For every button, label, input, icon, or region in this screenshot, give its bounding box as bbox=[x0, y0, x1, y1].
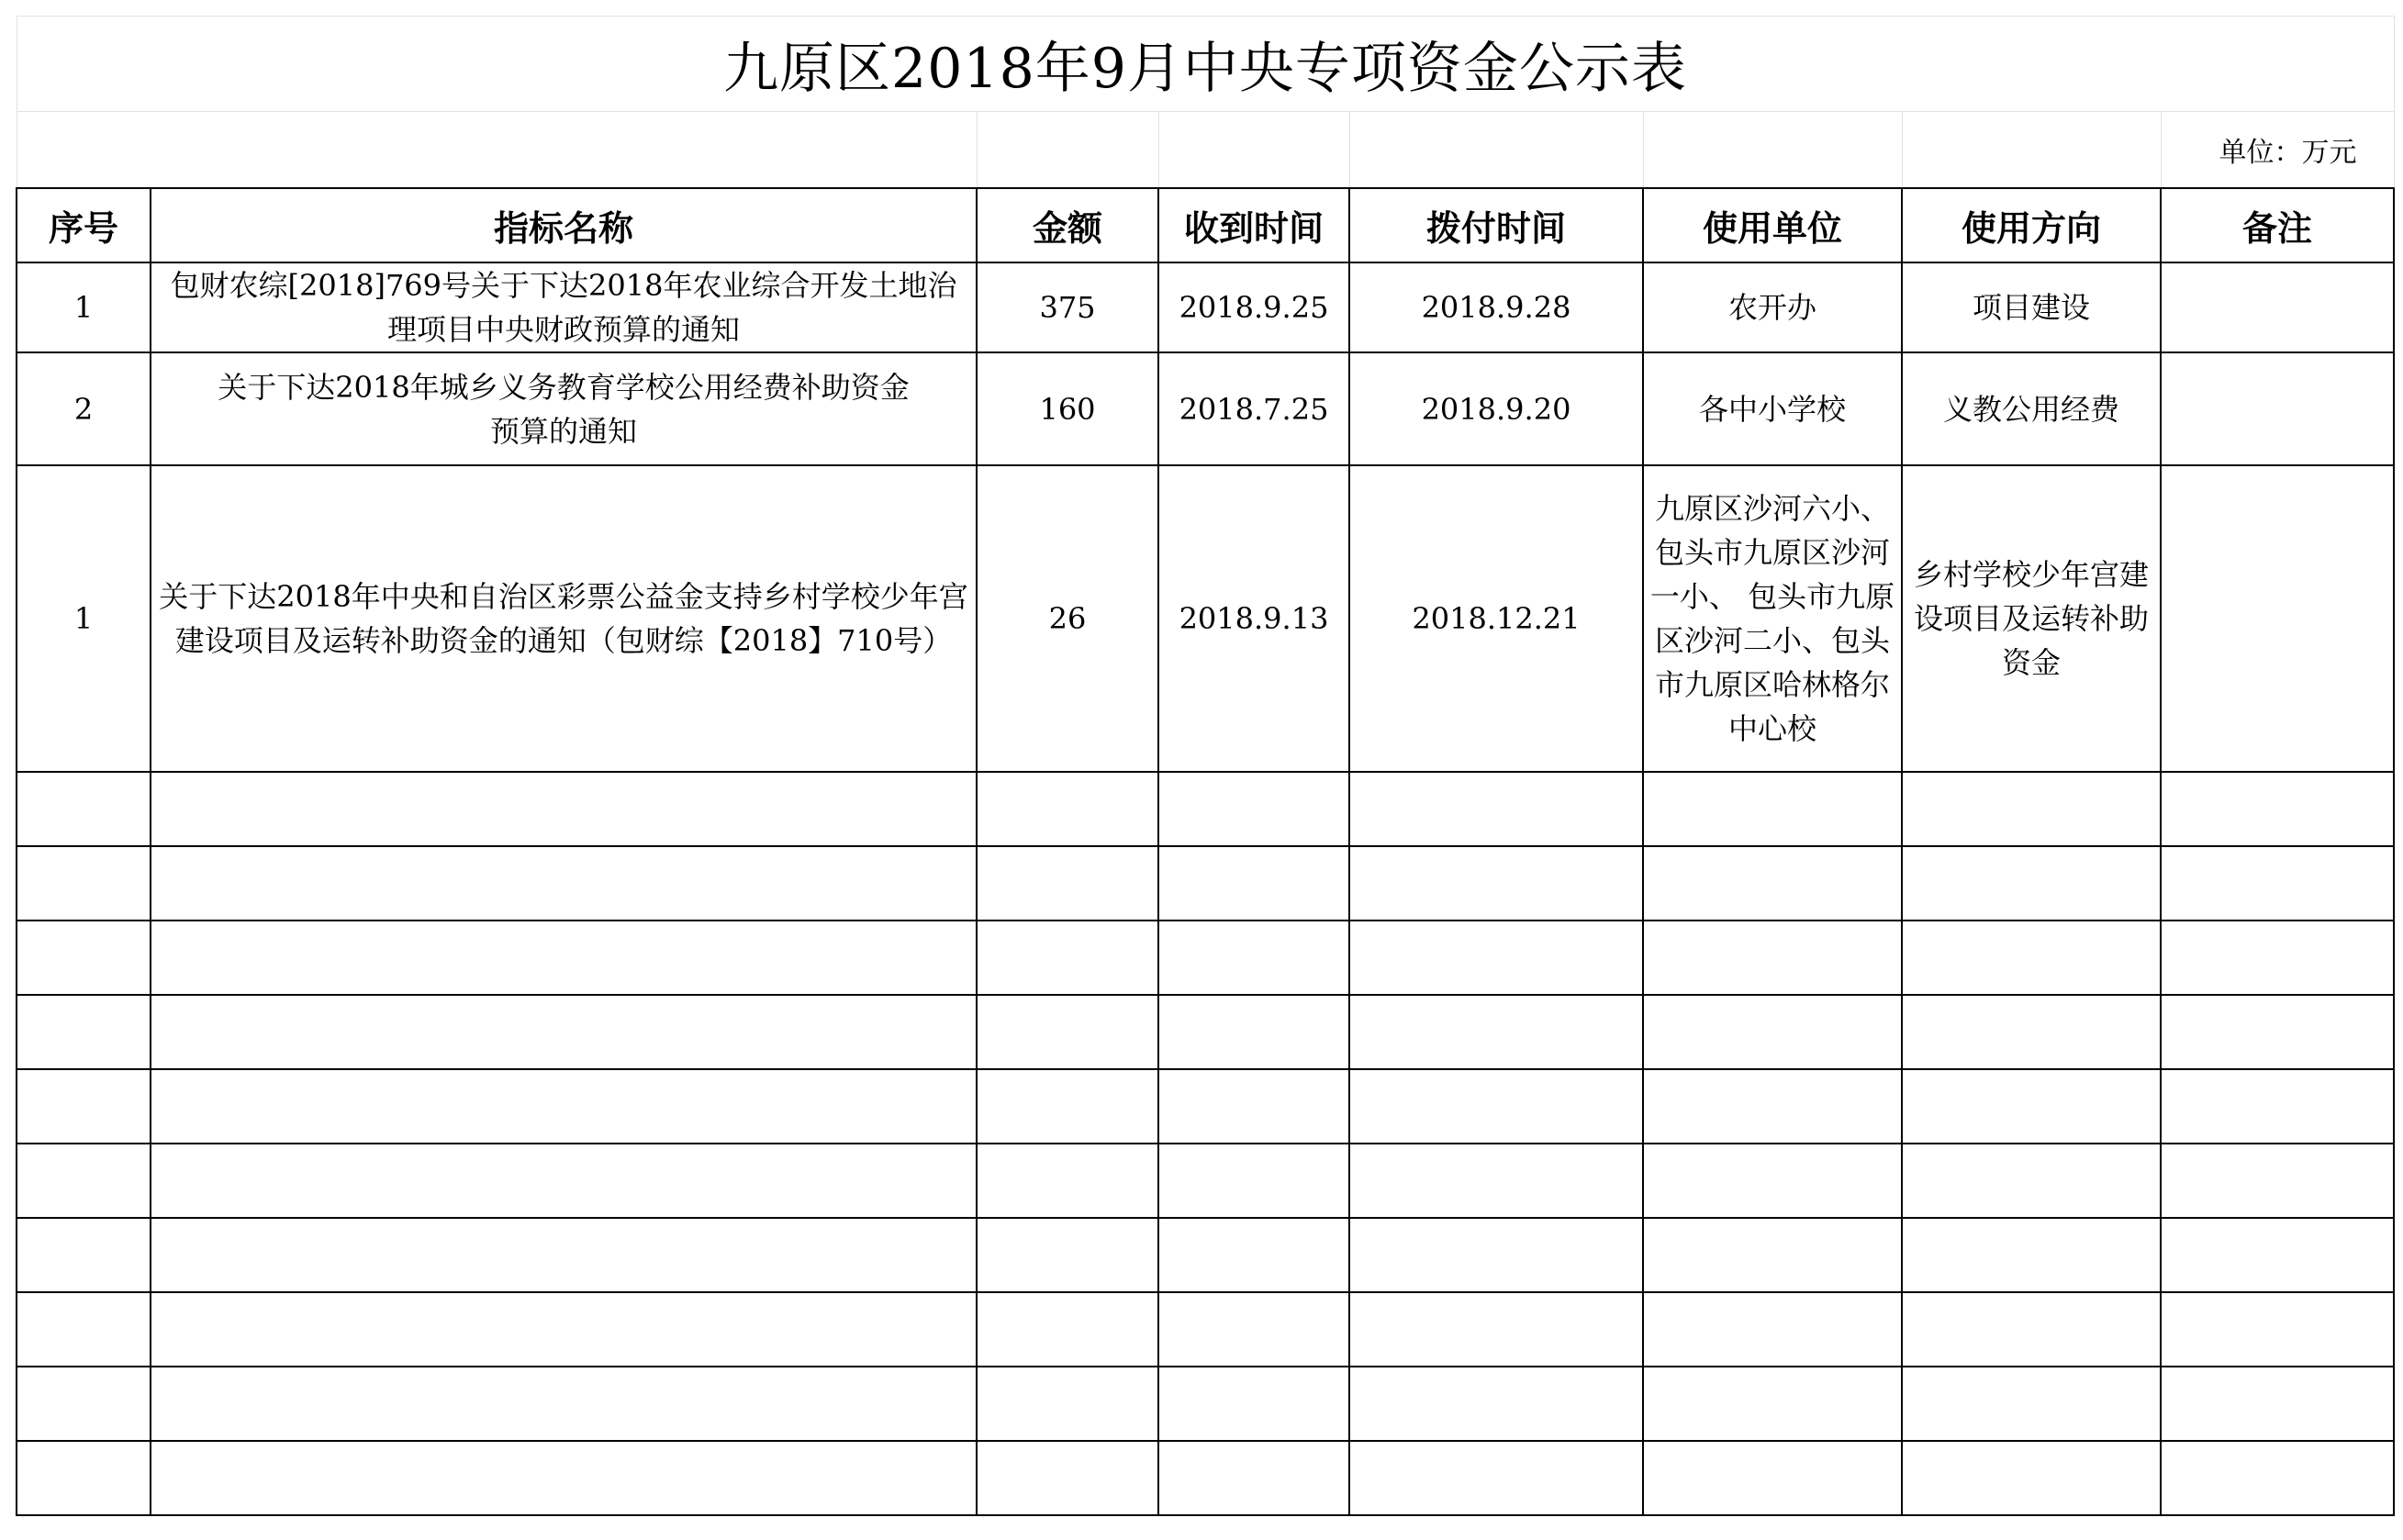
empty-row bbox=[17, 1144, 2394, 1218]
cell-purpose: 义教公用经费 bbox=[1902, 352, 2161, 465]
empty-cell bbox=[977, 921, 1158, 995]
empty-cell bbox=[17, 995, 151, 1069]
empty-cell bbox=[1643, 1367, 1902, 1441]
empty-cell bbox=[1349, 1292, 1643, 1367]
blank-cell bbox=[1158, 112, 1349, 189]
cell-paid: 2018.9.20 bbox=[1349, 352, 1643, 465]
empty-cell bbox=[1643, 1441, 1902, 1515]
unit-row bbox=[17, 112, 2394, 189]
empty-cell bbox=[977, 846, 1158, 921]
col-header-name: 指标名称 bbox=[151, 188, 977, 262]
empty-cell bbox=[151, 1069, 977, 1144]
col-header-paid: 拨付时间 bbox=[1349, 188, 1643, 262]
empty-cell bbox=[17, 1218, 151, 1292]
col-header-purpose: 使用方向 bbox=[1902, 188, 2161, 262]
page-title: 九原区2018年9月中央专项资金公示表 bbox=[17, 17, 2394, 112]
empty-cell bbox=[2161, 921, 2394, 995]
header-row bbox=[17, 188, 2394, 262]
empty-cell bbox=[2161, 1069, 2394, 1144]
empty-cell bbox=[2161, 1292, 2394, 1367]
empty-cell bbox=[151, 921, 977, 995]
empty-cell bbox=[1643, 846, 1902, 921]
col-header-unit: 使用单位 bbox=[1643, 188, 1902, 262]
blank-cell bbox=[977, 112, 1158, 189]
empty-cell bbox=[1158, 921, 1349, 995]
empty-cell bbox=[1902, 921, 2161, 995]
empty-row bbox=[17, 846, 2394, 921]
blank-cell bbox=[1349, 112, 1643, 189]
empty-cell bbox=[977, 772, 1158, 846]
table-row bbox=[17, 352, 2394, 465]
cell-name: 关于下达2018年中央和自治区彩票公益金支持乡村学校少年宫建设项目及运转补助资金的通知（包财综【2018】710号） bbox=[151, 465, 977, 772]
cell-unit: 九原区沙河六小、包头市九原区沙河一小、 包头市九原区沙河二小、包头市九原区哈林格尔中心校 bbox=[1643, 465, 1902, 772]
empty-row bbox=[17, 995, 2394, 1069]
empty-cell bbox=[1349, 1367, 1643, 1441]
empty-cell bbox=[1349, 846, 1643, 921]
empty-cell bbox=[1158, 995, 1349, 1069]
empty-cell bbox=[2161, 1367, 2394, 1441]
empty-cell bbox=[1158, 1292, 1349, 1367]
empty-cell bbox=[1643, 1069, 1902, 1144]
cell-seq: 2 bbox=[17, 352, 151, 465]
empty-row bbox=[17, 1218, 2394, 1292]
empty-cell bbox=[17, 1441, 151, 1515]
empty-cell bbox=[1158, 1441, 1349, 1515]
empty-cell bbox=[1902, 772, 2161, 846]
cell-paid: 2018.9.28 bbox=[1349, 262, 1643, 352]
table-row bbox=[17, 262, 2394, 352]
empty-cell bbox=[151, 1144, 977, 1218]
cell-paid: 2018.12.21 bbox=[1349, 465, 1643, 772]
empty-cell bbox=[1349, 1144, 1643, 1218]
cell-received: 2018.9.25 bbox=[1158, 262, 1349, 352]
empty-cell bbox=[151, 1441, 977, 1515]
empty-cell bbox=[1158, 1069, 1349, 1144]
empty-cell bbox=[1902, 1367, 2161, 1441]
empty-cell bbox=[1349, 1218, 1643, 1292]
cell-name: 关于下达2018年城乡义务教育学校公用经费补助资金预算的通知 bbox=[151, 352, 977, 465]
empty-row bbox=[17, 1367, 2394, 1441]
empty-cell bbox=[977, 1292, 1158, 1367]
empty-cell bbox=[1643, 921, 1902, 995]
empty-cell bbox=[1902, 1069, 2161, 1144]
col-header-seq: 序号 bbox=[17, 188, 151, 262]
col-header-received: 收到时间 bbox=[1158, 188, 1349, 262]
empty-cell bbox=[151, 772, 977, 846]
empty-cell bbox=[2161, 772, 2394, 846]
empty-cell bbox=[1158, 1218, 1349, 1292]
col-header-amount: 金额 bbox=[977, 188, 1158, 262]
empty-row bbox=[17, 1069, 2394, 1144]
empty-row bbox=[17, 1292, 2394, 1367]
empty-cell bbox=[1902, 995, 2161, 1069]
cell-note bbox=[2161, 352, 2394, 465]
blank-cell bbox=[1643, 112, 1902, 189]
empty-cell bbox=[1902, 1218, 2161, 1292]
cell-unit: 各中小学校 bbox=[1643, 352, 1902, 465]
empty-cell bbox=[1643, 1144, 1902, 1218]
cell-amount: 375 bbox=[977, 262, 1158, 352]
empty-cell bbox=[2161, 1441, 2394, 1515]
empty-cell bbox=[977, 1441, 1158, 1515]
empty-row bbox=[17, 772, 2394, 846]
cell-seq: 1 bbox=[17, 465, 151, 772]
cell-note bbox=[2161, 262, 2394, 352]
cell-unit: 农开办 bbox=[1643, 262, 1902, 352]
col-header-note: 备注 bbox=[2161, 188, 2394, 262]
empty-cell bbox=[1158, 1144, 1349, 1218]
empty-cell bbox=[1643, 995, 1902, 1069]
fund-table bbox=[16, 16, 2395, 1516]
empty-cell bbox=[977, 1144, 1158, 1218]
empty-cell bbox=[151, 1218, 977, 1292]
empty-cell bbox=[17, 846, 151, 921]
cell-received: 2018.9.13 bbox=[1158, 465, 1349, 772]
cell-received: 2018.7.25 bbox=[1158, 352, 1349, 465]
empty-row bbox=[17, 1441, 2394, 1515]
empty-cell bbox=[1349, 921, 1643, 995]
empty-cell bbox=[17, 1069, 151, 1144]
empty-cell bbox=[977, 995, 1158, 1069]
cell-name: 包财农综[2018]769号关于下达2018年农业综合开发土地治理项目中央财政预算的通知 bbox=[151, 262, 977, 352]
empty-cell bbox=[2161, 1144, 2394, 1218]
empty-cell bbox=[17, 1292, 151, 1367]
empty-cell bbox=[977, 1218, 1158, 1292]
empty-cell bbox=[17, 772, 151, 846]
empty-cell bbox=[151, 1292, 977, 1367]
cell-amount: 160 bbox=[977, 352, 1158, 465]
unit-label: 单位：万元 bbox=[2161, 112, 2394, 189]
empty-cell bbox=[1643, 1218, 1902, 1292]
empty-cell bbox=[1349, 995, 1643, 1069]
empty-cell bbox=[1902, 1292, 2161, 1367]
empty-cell bbox=[2161, 1218, 2394, 1292]
cell-purpose: 项目建设 bbox=[1902, 262, 2161, 352]
empty-cell bbox=[1902, 1144, 2161, 1218]
empty-cell bbox=[977, 1367, 1158, 1441]
empty-cell bbox=[151, 846, 977, 921]
empty-cell bbox=[17, 921, 151, 995]
empty-cell bbox=[1643, 1292, 1902, 1367]
empty-cell bbox=[977, 1069, 1158, 1144]
empty-cell bbox=[2161, 846, 2394, 921]
table-row bbox=[17, 465, 2394, 772]
empty-cell bbox=[1643, 772, 1902, 846]
empty-cell bbox=[151, 995, 977, 1069]
empty-cell bbox=[1158, 772, 1349, 846]
cell-note bbox=[2161, 465, 2394, 772]
empty-cell bbox=[1349, 1069, 1643, 1144]
empty-cell bbox=[1158, 846, 1349, 921]
empty-cell bbox=[17, 1367, 151, 1441]
empty-cell bbox=[151, 1367, 977, 1441]
empty-cell bbox=[1902, 1441, 2161, 1515]
empty-cell bbox=[1349, 1441, 1643, 1515]
empty-cell bbox=[17, 1144, 151, 1218]
cell-seq: 1 bbox=[17, 262, 151, 352]
empty-cell bbox=[1902, 846, 2161, 921]
cell-purpose: 乡村学校少年宫建设项目及运转补助资金 bbox=[1902, 465, 2161, 772]
blank-cell bbox=[1902, 112, 2161, 189]
empty-row bbox=[17, 921, 2394, 995]
empty-cell bbox=[2161, 995, 2394, 1069]
empty-cell bbox=[1349, 772, 1643, 846]
cell-amount: 26 bbox=[977, 465, 1158, 772]
empty-cell bbox=[1158, 1367, 1349, 1441]
blank-cell bbox=[17, 112, 977, 189]
title-row bbox=[17, 17, 2394, 112]
